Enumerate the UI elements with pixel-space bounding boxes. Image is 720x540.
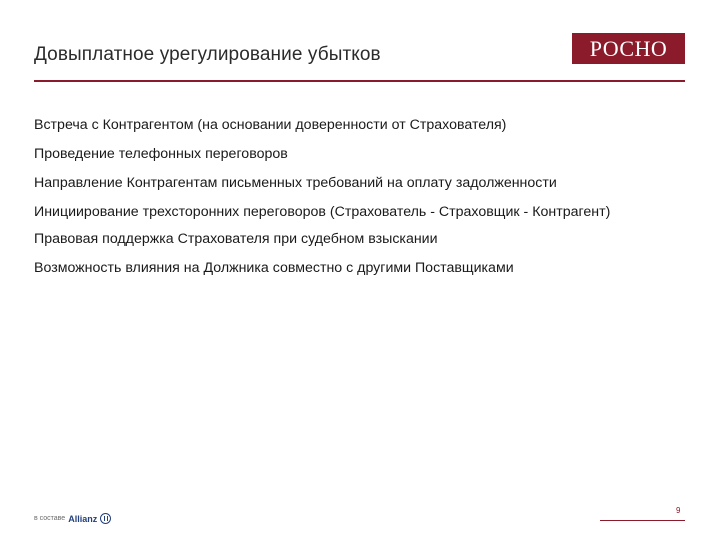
footer-divider	[600, 520, 685, 521]
bullet-item: Инициирование трехсторонних переговоров (Страхователь - Страховщик - Контрагент)	[34, 204, 611, 220]
allianz-logo-icon	[100, 513, 111, 524]
bullet-item: Проведение телефонных переговоров	[34, 146, 288, 162]
bullet-list	[34, 115, 674, 287]
bullet-item: Встреча с Контрагентом (на основании доверенности от Страхователя)	[34, 117, 507, 133]
bullet-item: Правовая поддержка Страхователя при судебном взыскании	[34, 231, 438, 247]
footer-brand	[34, 513, 111, 524]
page-number: 9	[676, 506, 681, 515]
footer-brand-name: Allianz	[68, 513, 98, 524]
bullet-item: Направление Контрагентам письменных требований на оплату задолженности	[34, 175, 557, 191]
slide-title: Довыплатное урегулирование убытков	[34, 44, 381, 65]
bullet-item: Возможность влияния на Должника совместно с другими Поставщиками	[34, 260, 514, 276]
rosno-logo: РОСНО	[572, 33, 685, 64]
footer-prefix: в составе	[34, 515, 66, 522]
title-divider	[34, 80, 685, 82]
